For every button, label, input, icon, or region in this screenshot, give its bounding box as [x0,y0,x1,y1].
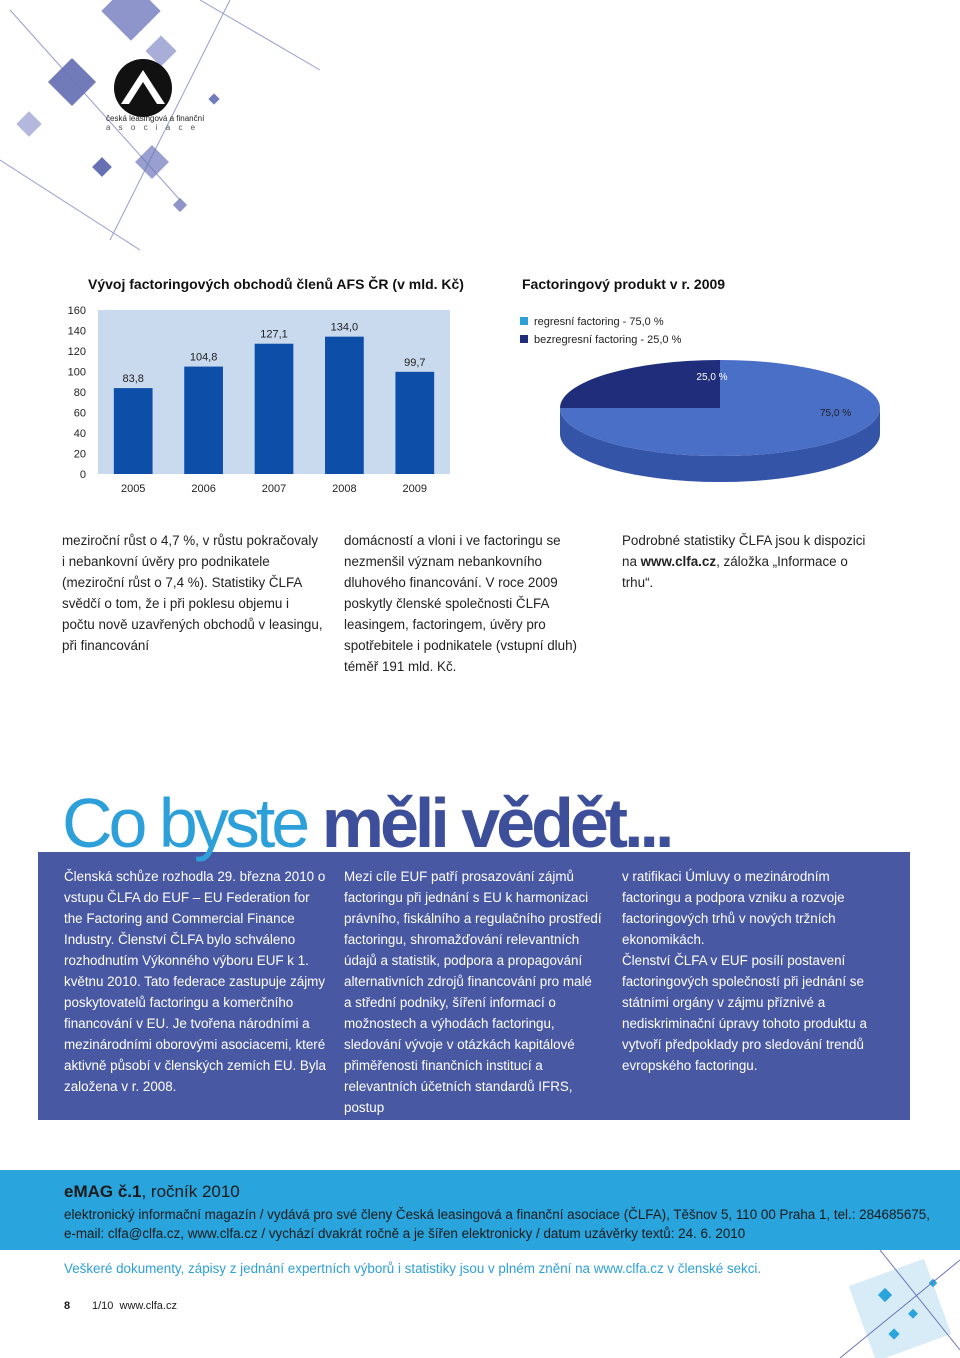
pie-chart-svg [550,360,890,490]
bar-value-label: 127,1 [260,328,288,341]
headline-bold: měli vědět... [321,784,671,862]
box-text-3b: Členství ČLFA v EUF posílí postavení factoringových společností při jednání se státními orgány v zájmu příznivé a nediskriminační úpravy tohoto produktu a vytvoří předpoklady pro sledování trendů evropského factoringu. [622,953,867,1073]
pie-slice-bezregresni [560,360,720,408]
emag-suffix: , ročník 2010 [141,1182,240,1201]
decorative-diamonds-bottom [820,1250,960,1358]
legend-item-bezregresni [520,331,681,349]
page-number: 8 [64,1300,71,1312]
x-tick-label: 2006 [191,483,216,495]
headline-light: Co byste [62,784,322,862]
intro-column-2 [344,530,602,677]
box-text-2: Mezi cíle EUF patří prosazování zájmů factoringu při jednání s EU k harmonizaci právního, fiskálního a regulačního prostředí factoringu, shromažďování relevantních údajů a statistik, podpora a propagování alternativních zdrojů financování pro malé a střední podniky, šíření informací o možnostech a výhodách factoringu, sledování vývoje v otázkách kapitálové přiměřenosti finančních institucí a relevantních účetních standardů IFRS, postup [344,869,602,1115]
bar [325,337,364,474]
y-tick-label: 140 [67,325,86,338]
headline [62,778,670,868]
emag-prefix: eMAG č.1 [64,1182,142,1201]
clfa-link[interactable]: www.clfa.cz [640,554,717,569]
intro-text-1: meziroční růst o 4,7 %, v růstu pokračovaly i nebankovní úvěry pro podnikatele (meziroční růst o 7,4 %). Statistiky ČLFA svědčí o tom, že i při poklesu objemu i počtu nově uzavřených obchodů v leasingu, při financování [62,533,323,653]
intro-column-1 [62,530,324,656]
x-tick-label: 2005 [120,483,146,495]
bar-value-label: 134,0 [330,321,359,334]
legend-swatch [520,335,528,343]
legend-label: regresní factoring - 75,0 % [534,316,664,328]
intro-suffix: , záložka „Informace o trhu“. [622,554,848,590]
pie-chart-title: Factoringový produkt v r. 2009 [522,276,726,292]
y-tick-label: 120 [67,346,86,358]
y-tick-label: 0 [79,469,86,481]
intro-prefix: Podrobné statistiky ČLFA jsou k dispozici na [622,533,866,569]
x-tick-label: 2009 [402,483,428,495]
y-tick-label: 60 [73,407,86,420]
documents-note: Veškeré dokumenty, zápisy z jednání expertních výborů i statistiky jsou v plném znění na www.clfa.cz v členské sekci. [64,1261,762,1276]
y-tick-label: 40 [73,428,86,440]
bar-value-label: 83,8 [122,373,144,386]
pie-slice-label: 25,0 % [696,372,728,383]
x-tick-label: 2007 [261,483,287,495]
legend-item-regresni [520,313,681,331]
box-column-1 [64,866,326,1097]
footer-line-1: elektronický informační magazín / vydává pro své členy Česká leasingová a finanční asociace (ČLFA), Těšnov 5, 110 00 Praha 1, tel.: 284685675, [64,1207,930,1222]
bar [184,367,223,474]
logo-text [106,114,204,132]
y-tick-label: 20 [73,448,86,461]
bar-chart-title: Vývoj factoringových obchodů členů AFS ČR (v mld. Kč) [88,276,464,292]
legend-label: bezregresní factoring - 25,0 % [534,334,682,346]
page-info: 1/10 www.clfa.cz [92,1300,177,1312]
logo-line1: česká leasingová a finanční [106,114,205,123]
box-column-2 [344,866,602,1118]
bar [255,344,294,474]
bar-value-label: 104,8 [189,351,218,364]
y-tick-label: 80 [73,387,86,399]
box-text-1: Členská schůze rozhodla 29. března 2010 o vstupu ČLFA do EUF – EU Federation for the Factoring and Commercial Finance Industry. Členství ČLFA bylo schváleno rozhodnutím Výkonného výboru EUF k 1. květnu 2010. Tato federace zastupuje zájmy poskytovatelů factoringu a komerčního financování v EU. Je tvořena národními a mezinárodními oborovými asociacemi, které aktivně působí v členských zemích EU. Byla založena v r. 2008. [64,869,326,1094]
bar-chart [60,302,460,502]
box-text-3a: v ratifikaci Úmluvy o mezinárodním factoringu a podpora vzniku a rozvoje factoringových trhů v nových tržních ekonomikách. [622,869,845,947]
bar-chart-svg [60,302,460,502]
bar [395,372,434,474]
intro-column-3 [622,530,882,593]
y-tick-label: 160 [67,305,86,317]
bar [114,388,153,474]
x-tick-label: 2008 [332,483,357,495]
pie-slice-label: 75,0 % [820,408,852,419]
legend-swatch [520,317,528,325]
pie-legend [520,313,681,349]
intro-text-3 [622,530,882,593]
footer-line-2: e-mail: clfa@clfa.cz, www.clfa.cz / vychází dvakrát ročně a je šířen elektronicky / datum uzávěrky textů: 24. 6. 2010 [64,1226,746,1241]
logo-line2: a s o c i a c e [106,123,199,132]
y-tick-label: 100 [67,366,86,379]
box-column-3 [622,866,882,1076]
intro-text-2: domácností a vloni i ve factoringu se nezmenšil význam nebankovního dluhového financování. V roce 2009 poskytly členské společnosti ČLFA leasingem, factoringem, úvěry pro spotřebitele i podnikatele (vstupní dluh) téměř 191 mld. Kč. [344,533,577,674]
emag-title [64,1182,240,1202]
clfa-logo-icon [113,58,173,118]
bar-value-label: 99,7 [404,356,426,369]
